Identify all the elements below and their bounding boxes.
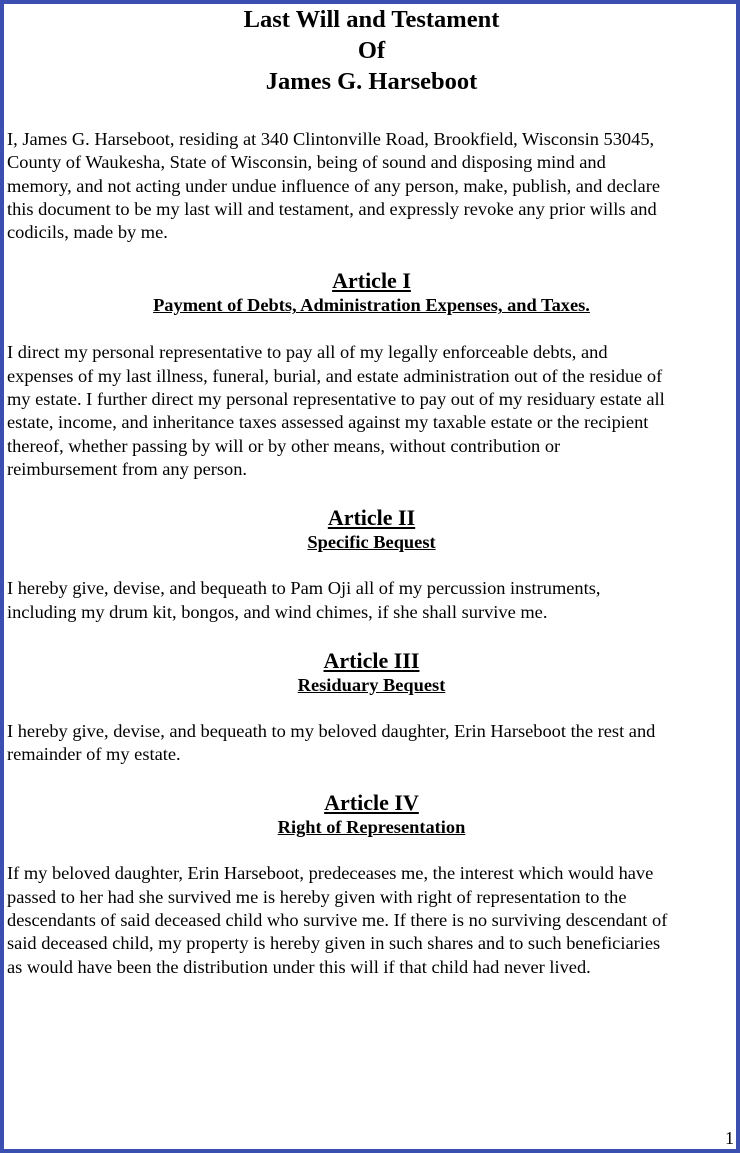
article-line: estate, income, and inheritance taxes assessed against my taxable estate or the recipient [7,412,649,433]
intro-line: this document to be my last will and testament, and expressly revoke any prior wills and [7,198,657,219]
article-line: If my beloved daughter, Erin Harseboot, predeceases me, the interest which would have [7,863,654,884]
article-3-heading: Article III [323,647,420,673]
article-3-subheading: Residuary Bequest [297,674,446,695]
intro-line: County of Waukesha, State of Wisconsin, being of sound and disposing mind and [7,152,606,173]
title-line-3: James G. Harseboot [265,68,478,95]
article-2-body [7,577,736,624]
article-line: said deceased child, my property is hereby given in such shares and to such beneficiaries [7,933,661,954]
article-1-subheading: Payment of Debts, Administration Expenses, and Taxes. [153,295,590,316]
article-line: my estate. I further direct my personal representative to pay out of my residuary estate all [7,389,665,410]
article-line: I hereby give, devise, and bequeath to my beloved daughter, Erin Harseboot the rest and [7,720,656,741]
article-2-heading: Article II [327,505,416,531]
article-2 [7,505,736,624]
article-line: I hereby give, devise, and bequeath to Pam Oji all of my percussion instruments, [7,578,601,599]
article-4-subheading: Right of Representation [277,817,466,838]
article-line: I direct my personal representative to pay all of my legally enforceable debts, and [7,342,608,363]
article-4-body [7,862,736,978]
article-2-subheading: Specific Bequest [307,532,436,553]
page-number: 1 [725,1128,734,1148]
page-content [7,4,736,979]
title-line-1: Last Will and Testament [243,6,500,33]
article-line: including my drum kit, bongos, and wind chimes, if she shall survive me. [7,601,548,622]
article-line: reimbursement from any person. [7,458,248,479]
article-1 [7,268,736,481]
article-line: as would have been the distribution under this will if that child had never lived. [7,956,591,977]
article-1-body [7,341,736,481]
article-line: thereof, whether passing by will or by other means, without contribution or [7,435,561,456]
article-line: expenses of my last illness, funeral, burial, and estate administration out of the residue of [7,365,663,386]
article-4-heading: Article IV [324,790,419,816]
article-3-body [7,720,736,767]
article-line: passed to her had she survived me is hereby given with right of representation to the [7,886,627,907]
intro-paragraph [7,128,736,244]
title-line-2: Of [357,37,386,64]
article-4 [7,790,736,978]
intro-line: memory, and not acting under undue influence of any person, make, publish, and declare [7,175,660,196]
article-1-heading: Article I [332,268,411,294]
intro-line: codicils, made by me. [7,222,168,243]
article-3 [7,648,736,767]
article-line: remainder of my estate. [7,744,181,765]
document-title [7,4,736,97]
article-line: descendants of said deceased child who survive me. If there is no surviving descendant of [7,910,668,931]
intro-line: I, James G. Harseboot, residing at 340 Clintonville Road, Brookfield, Wisconsin 53045, [7,129,655,149]
